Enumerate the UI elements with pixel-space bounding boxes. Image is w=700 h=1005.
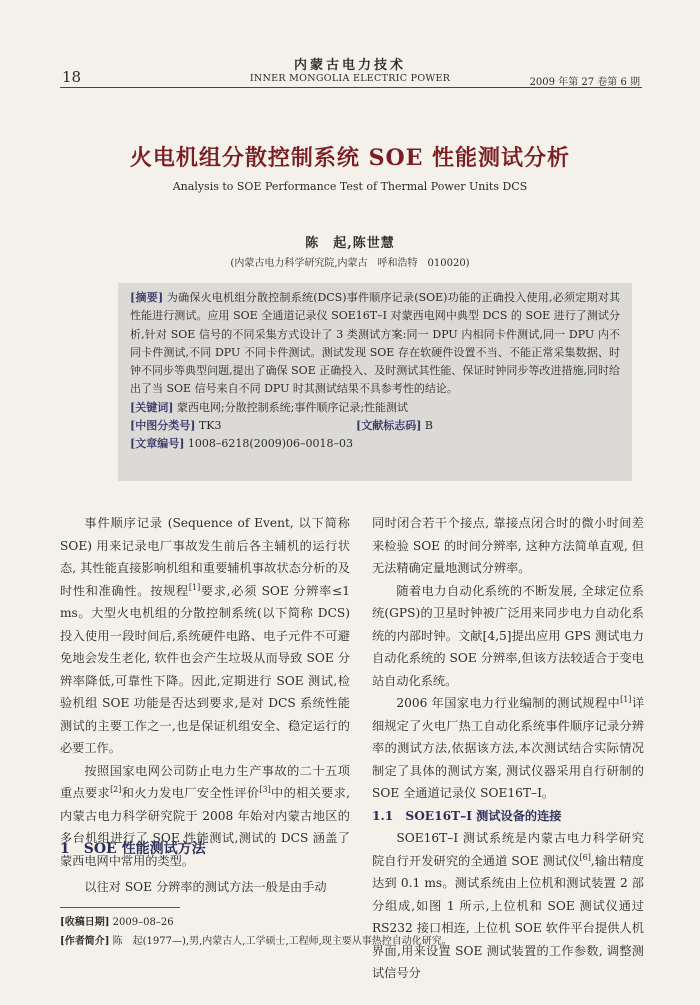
section-heading: 1 SOE 性能测试方法	[60, 841, 206, 857]
abstract	[130, 289, 620, 399]
article-no: 1008–6218(2009)06–0018–03	[187, 437, 353, 451]
authors: 陈 起,陈世慧	[305, 236, 395, 251]
paragraph: 以往对 SOE 分辨率的测试方法一般是由手动	[84, 880, 327, 894]
abstract-text: 为确保火电机组分散控制系统(DCS)事件顺序记录(SOE)功能的正确投入使用,必须定期对其性能进行测试。应用 SOE 全通道记录仪 SOE16T–I 对蒙西电网中典型 DCS 的 SOE 进行了测试分析,针对 SOE 信号的不同采集方式设计了 3 类测试方案:同一 DPU 内相同卡件测试,同一 DPU 内不同卡件测试,不同 DPU 不同卡件测试。测试发现 SOE 存在软硬件设置不当、不能正常采集数据、时钟不同步等典型问题,提出了确保 SOE 正确投入、及时测试其性能、保证时钟同步等改进措施,同时给出了当 SOE 信号来自不同 DPU 时其测试结果不具参考性的结论。	[130, 291, 620, 396]
citation: [3]	[259, 784, 271, 794]
classification-line	[130, 417, 620, 435]
keywords-label: [关键词]	[130, 400, 174, 414]
header-rule	[60, 87, 642, 88]
keywords-line	[130, 399, 620, 417]
clc: TK3	[198, 419, 222, 433]
citation: [1]	[620, 694, 632, 704]
abstract-label: [摘要]	[130, 291, 164, 304]
issue-info: 2009 年第 27 卷第 6 期	[529, 77, 640, 88]
article-no-line	[130, 435, 620, 453]
paragraph: 按照国家电网公司防止电力生产事故的二十五项重点要求[2]和火力发电厂安全性评价[3]中的相关要求,内蒙古电力科学研究院于 2008 年始对内蒙古地区的多台机组进行了 SOE 性能测试,测试的 DCS 涵盖了蒙西电网中常用的类型。	[60, 763, 351, 868]
left-column-continued	[60, 876, 350, 899]
paragraph: 2006 年国家电力行业编制的测试规程中[1]详细规定了火电厂热工自动化系统事件顺序记录分辨率的测试方法,依据该方法,本次测试结合实际情况制定了具体的测试方案, 测试仪器采用自行研制的 SOE 全通道记录仪 SOE16T–I。	[372, 694, 644, 800]
keywords: 蒙西电网;分散控制系统;事件顺序记录;性能测试	[176, 400, 409, 414]
affiliation: (内蒙古电力科学研究院,内蒙古 呼和浩特 010020)	[230, 258, 470, 269]
left-column	[60, 512, 350, 872]
paragraph: 同时闭合若干个接点, 靠接点闭合时的微小时间差来检验 SOE 的时间分辨率, 这种方法简单直观, 但无法精确定量地测试分辨率。	[372, 516, 644, 575]
right-column	[372, 512, 644, 985]
article-no-label: [文章编号]	[130, 437, 185, 451]
abstract-box	[118, 283, 632, 481]
paragraph: 事件顺序记录 (Sequence of Event, 以下简称 SOE) 用来记录电厂事故发生前后各主辅机的运行状态, 其性能直接影响机组和重要辅机事故状态分析的及时性和准确性。按规程[1]要求,必须 SOE 分辨率≤1 ms。大型火电机组的分散控制系统(以下简称 DCS)投入使用一段时间后,系统硬件电路、电子元件不可避免地会发生老化, 软件也会产生垃圾从而导致 SOE 分辨率降低,可靠性下降。因此,定期进行 SOE 测试,检验机组 SOE 功能是否达到要求,是对 DCS 系统性能测试的主要工作之一,也是保证机组安全、稳定运行的必要工作。	[60, 516, 351, 755]
citation: [1]	[188, 582, 201, 592]
doc-code: B	[424, 419, 434, 433]
footnote-rule	[60, 907, 180, 908]
journal-title-cn: 内蒙古电力技术	[293, 58, 406, 73]
article-title-en: Analysis to SOE Performance Test of Thermal Power Units DCS	[172, 180, 528, 193]
journal-title-en: INNER MONGOLIA ELECTRIC POWER	[249, 73, 451, 84]
paragraph: SOE16T–I 测试系统是内蒙古电力科学研究院自行开发研究的全通道 SOE 测试仪[6],输出精度达到 0.1 ms。测试系统由上位机和测试装置 2 部分组成,如图 1 所示,上位机和 SOE 测试仪通过 RS232 接口相连, 上位机 SOE 软件平台提供人机界面,用来设置 SOE 测试装置的工作参数, 调整测试信号分	[372, 831, 644, 980]
paragraph: 随着电力自动化系统的不断发展, 全球定位系统(GPS)的卫星时钟被广泛用来同步电力自动化系统的内部时钟。文献[4,5]提出应用 GPS 测试电力自动化系统的 SOE 分辨率,但该方法较适合于变电站自动化系统。	[372, 583, 644, 688]
clc-label: [中图分类号]	[130, 419, 196, 433]
author-bio: [作者简介] 陈 起(1977—),男,内蒙古人,工学硕士,工程师,现主要从事热控自动化研究。	[60, 936, 452, 947]
subsection-heading: 1.1 SOE16T–I 测试设备的连接	[372, 808, 562, 823]
citation: [2]	[110, 784, 122, 794]
citation: [6]	[579, 852, 591, 862]
received-date: [收稿日期] 2009–08–26	[60, 917, 174, 928]
article-title-cn: 火电机组分散控制系统 SOE 性能测试分析	[129, 145, 571, 171]
page-number: 18	[62, 68, 82, 86]
doc-code-label: [文献标志码]	[356, 419, 422, 433]
